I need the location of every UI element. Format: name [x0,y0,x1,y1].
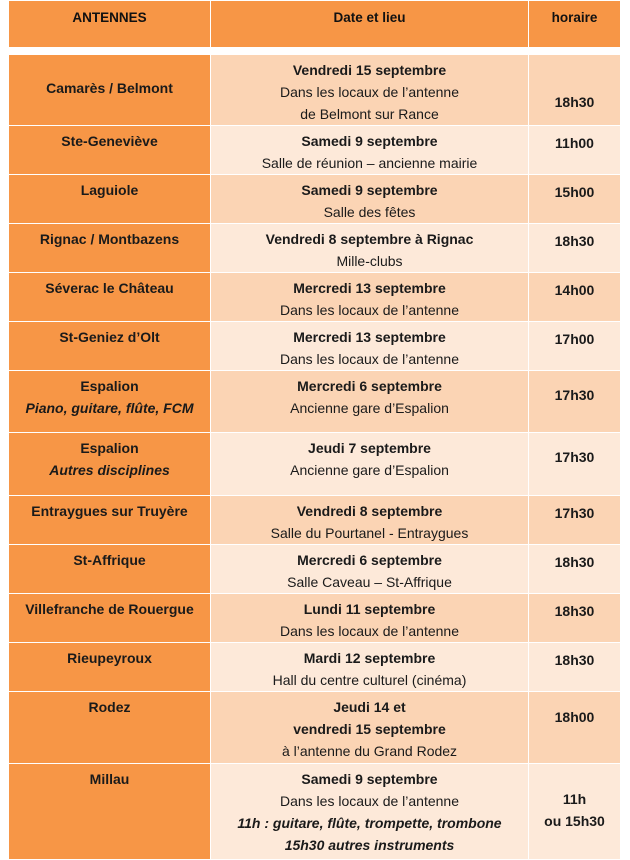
antenne-cell [9,371,211,433]
horaire-text: 18h30 [554,603,595,619]
schedule-table [8,0,621,860]
date-cell [211,433,529,496]
horaire-text: 17h30 [554,505,595,521]
date-cell [211,175,529,224]
antenne-name: Ste-Geneviève [61,133,158,149]
antenne-subtitle: Piano, guitare, flûte, FCM [25,400,194,416]
horaire-cell [529,175,621,224]
date-cell [211,545,529,594]
lieu-text: Dans les locaux de l’antenne [279,302,459,318]
table-row [9,55,621,126]
antenne-name: St-Geniez d’Olt [59,329,160,345]
table-row [9,126,621,175]
header-date-lieu: Date et lieu [211,1,529,48]
table-row [9,692,621,764]
date-cell [211,224,529,273]
date-cell [211,126,529,175]
horaire-cell [529,433,621,496]
schedule-note: 15h30 autres instruments [284,837,455,853]
date-text: Samedi 9 septembre [301,771,438,787]
antenne-cell [9,545,211,594]
antenne-cell [9,175,211,224]
date-text: Jeudi 7 septembre [308,440,431,456]
lieu-text: Dans les locaux de l’antenne [279,84,459,100]
horaire-cell [529,594,621,643]
horaire-text: 15h00 [554,184,595,200]
table-row [9,496,621,545]
horaire-cell [529,371,621,433]
date-cell [211,496,529,545]
table-row [9,175,621,224]
antenne-cell [9,322,211,371]
antenne-cell [9,433,211,496]
horaire-cell [529,126,621,175]
date-text: Mercredi 13 septembre [293,280,446,296]
table-row [9,371,621,433]
horaire-cell [529,55,621,126]
table-row [9,433,621,496]
horaire-cell [529,692,621,764]
lieu-text: Salle du Pourtanel - Entraygues [270,525,469,541]
header-horaire: horaire [529,1,621,48]
lieu-text: Dans les locaux de l’antenne [279,793,459,809]
antenne-cell [9,594,211,643]
antenne-cell [9,55,211,126]
date-text: Vendredi 8 septembre à Rignac [265,231,474,247]
lieu-text: Salle de réunion – ancienne mairie [261,155,478,171]
table-row [9,764,621,860]
horaire-cell [529,322,621,371]
antenne-name: Rodez [88,699,131,715]
date-text: Mercredi 13 septembre [293,329,446,345]
antenne-name: Entraygues sur Truyère [31,503,188,519]
table-row [9,322,621,371]
table-row [9,545,621,594]
table-row [9,594,621,643]
date-text: Mercredi 6 septembre [297,378,442,394]
date-text: Mardi 12 septembre [303,650,436,666]
antenne-subtitle: Autres disciplines [49,462,170,478]
antenne-name: Rignac / Montbazens [39,231,180,247]
horaire-text: 18h00 [554,709,595,725]
antenne-name: St-Affrique [73,552,146,568]
horaire-text: 18h30 [554,94,595,110]
antenne-cell [9,126,211,175]
lieu-text: Salle des fêtes [323,204,416,220]
antenne-cell [9,224,211,273]
horaire-text: 18h30 [554,652,595,668]
date-text-2: vendredi 15 septembre [293,721,446,737]
horaire-cell [529,224,621,273]
date-text: Samedi 9 septembre [301,182,438,198]
date-cell [211,55,529,126]
horaire-cell [529,643,621,692]
table-header-row [9,1,621,48]
header-antennes: ANTENNES [9,1,211,48]
antenne-name: Laguiole [80,182,139,198]
antenne-cell [9,692,211,764]
antenne-name: Espalion [80,378,139,394]
lieu-text: Hall du centre culturel (cinéma) [272,672,467,688]
date-cell [211,594,529,643]
antenne-cell [9,273,211,322]
horaire-text: 18h30 [554,233,595,249]
antenne-name: Rieupeyroux [67,650,152,666]
table-row [9,273,621,322]
horaire-text: 11h [562,791,587,807]
horaire-text: 17h30 [554,449,595,465]
date-text: Jeudi 14 et [333,699,406,715]
lieu-text: Ancienne gare d’Espalion [290,462,449,478]
antenne-name: Camarès / Belmont [46,80,173,96]
date-text: Lundi 11 septembre [303,601,436,617]
horaire-cell [529,273,621,322]
date-cell [211,371,529,433]
lieu-text: à l’antenne du Grand Rodez [281,743,458,759]
date-cell [211,692,529,764]
horaire-cell [529,545,621,594]
antenne-cell [9,764,211,860]
table-row [9,224,621,273]
antenne-cell [9,496,211,545]
date-text: Samedi 9 septembre [301,133,438,149]
table-row [9,643,621,692]
date-text: Mercredi 6 septembre [297,552,442,568]
horaire-text: 14h00 [554,282,595,298]
horaire-cell [529,496,621,545]
antenne-name: Espalion [80,440,139,456]
horaire-cell [529,764,621,860]
date-cell [211,322,529,371]
horaire-text-2: ou 15h30 [544,813,605,829]
date-cell [211,764,529,860]
horaire-text: 11h00 [555,135,594,151]
horaire-text: 17h00 [554,331,595,347]
antenne-name: Villefranche de Rouergue [25,601,194,617]
lieu-text: Dans les locaux de l’antenne [279,351,459,367]
horaire-text: 18h30 [554,554,595,570]
date-cell [211,273,529,322]
antenne-cell [9,643,211,692]
date-cell [211,643,529,692]
lieu-text: Ancienne gare d’Espalion [290,400,449,416]
horaire-text: 17h30 [554,387,595,403]
antenne-name: Millau [89,771,130,787]
header-gap [9,48,621,55]
lieu-text: Salle Caveau – St-Affrique [287,574,452,590]
date-text: Vendredi 8 septembre [296,503,443,519]
lieu-text: Mille-clubs [336,253,403,269]
antenne-name: Séverac le Château [45,280,174,296]
lieu-text: de Belmont sur Rance [300,106,439,122]
schedule-note: 11h : guitare, flûte, trompette, trombone [237,815,502,831]
lieu-text: Dans les locaux de l’antenne [279,623,459,639]
date-text: Vendredi 15 septembre [292,62,447,78]
